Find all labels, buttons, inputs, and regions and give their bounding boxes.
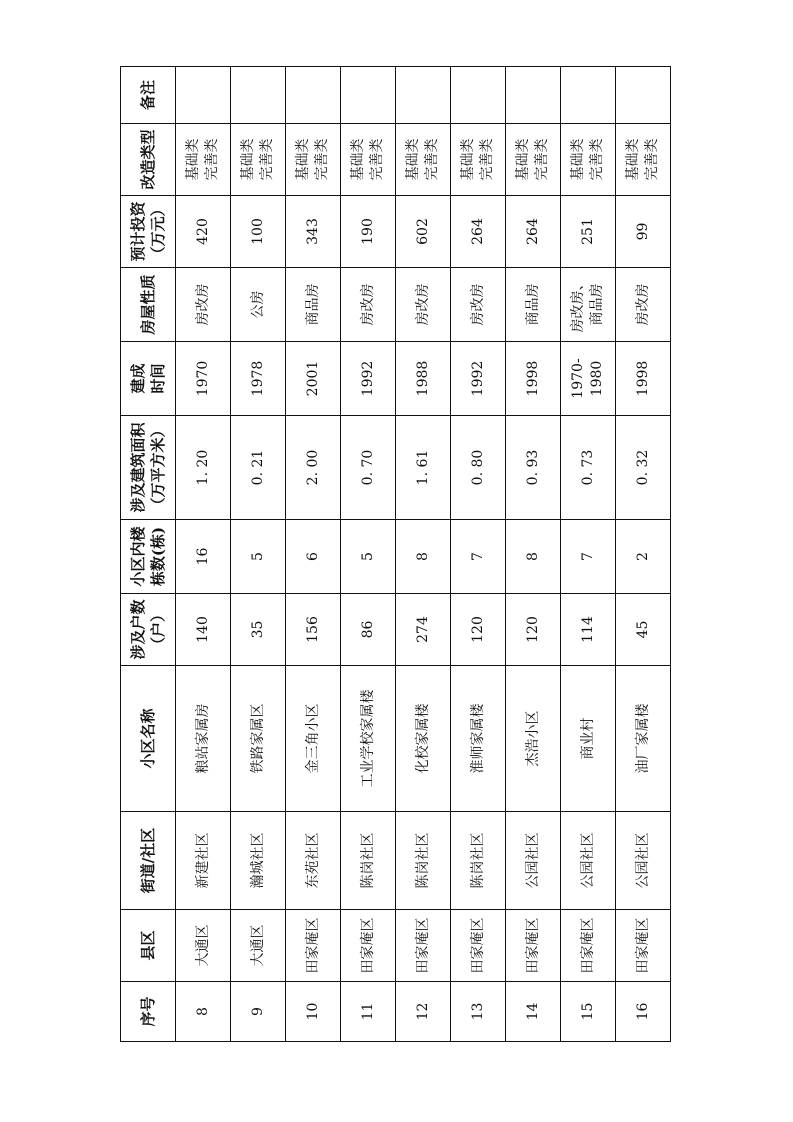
cell-nature-line1: 房改房 (634, 283, 651, 326)
cell-built: 2001 (286, 342, 341, 416)
cell-seq: 11 (341, 982, 396, 1042)
header-seq: 序号 (121, 982, 176, 1042)
header-invest-line1: 预计投资 (128, 201, 147, 262)
cell-area: 2. 00 (286, 416, 341, 520)
cell-seq: 15 (561, 982, 616, 1042)
cell-nature-line1: 公房 (249, 290, 266, 319)
cell-type (451, 124, 506, 196)
cell-households: 86 (341, 594, 396, 666)
cell-households: 140 (176, 594, 231, 666)
cell-area: 1. 20 (176, 416, 231, 520)
cell-type-line2: 完善类 (644, 138, 660, 181)
cell-county: 大通区 (176, 910, 231, 982)
cell-buildings: 16 (176, 520, 231, 594)
cell-type-line2: 完善类 (479, 138, 495, 181)
cell-built: 1992 (341, 342, 396, 416)
table-row (176, 67, 231, 1042)
cell-type (286, 124, 341, 196)
cell-street: 瀚城社区 (231, 812, 286, 910)
cell-area: 0. 73 (561, 416, 616, 520)
cell-area: 0. 70 (341, 416, 396, 520)
cell-type-line2: 完善类 (259, 138, 275, 181)
cell-type-line1: 基础类 (350, 138, 367, 181)
header-buildings-line1: 小区内楼 (128, 526, 147, 587)
cell-invest: 99 (616, 196, 671, 268)
header-buildings (121, 520, 176, 594)
cell-type-line1: 基础类 (405, 138, 422, 181)
cell-seq: 9 (231, 982, 286, 1042)
cell-built: 1978 (231, 342, 286, 416)
header-invest (121, 196, 176, 268)
cell-buildings: 7 (561, 520, 616, 594)
cell-type-line1: 基础类 (570, 138, 587, 181)
cell-note (396, 67, 451, 124)
cell-nature (286, 268, 341, 342)
cell-street: 公园社区 (506, 812, 561, 910)
cell-county: 田家庵区 (616, 910, 671, 982)
cell-type (506, 124, 561, 196)
cell-nature-line1: 房改房 (469, 283, 486, 326)
cell-seq: 14 (506, 982, 561, 1042)
cell-type (561, 124, 616, 196)
cell-note (616, 67, 671, 124)
cell-invest: 602 (396, 196, 451, 268)
cell-nature (561, 268, 616, 342)
cell-type-line1: 基础类 (240, 138, 257, 181)
cell-built: 1970-1980 (561, 342, 616, 416)
cell-type-line2: 完善类 (589, 138, 605, 181)
cell-invest: 420 (176, 196, 231, 268)
cell-note (341, 67, 396, 124)
cell-type-line1: 基础类 (295, 138, 312, 181)
cell-county: 田家庵区 (341, 910, 396, 982)
cell-nature-line1: 房改房、 (570, 276, 587, 333)
cell-county: 田家庵区 (286, 910, 341, 982)
header-households (121, 594, 176, 666)
cell-street: 新建社区 (176, 812, 231, 910)
header-households-line1: 涉及户数 (128, 599, 147, 660)
cell-street: 陈岗社区 (396, 812, 451, 910)
cell-households: 114 (561, 594, 616, 666)
header-type: 改造类型 (121, 124, 176, 196)
cell-nature-line1: 房改房 (359, 283, 376, 326)
cell-households: 274 (396, 594, 451, 666)
cell-type-line1: 基础类 (515, 138, 532, 181)
cell-buildings: 7 (451, 520, 506, 594)
cell-built: 1970 (176, 342, 231, 416)
cell-area: 0. 80 (451, 416, 506, 520)
cell-nature (506, 268, 561, 342)
header-note: 备注 (121, 67, 176, 124)
cell-note (176, 67, 231, 124)
cell-type (231, 124, 286, 196)
table-row (561, 67, 616, 1042)
header-area (121, 416, 176, 520)
cell-households: 35 (231, 594, 286, 666)
cell-area: 0. 93 (506, 416, 561, 520)
cell-note (506, 67, 561, 124)
cell-nature (176, 268, 231, 342)
cell-nature-line1: 商品房 (304, 283, 321, 326)
cell-seq: 16 (616, 982, 671, 1042)
cell-type-line2: 完善类 (424, 138, 440, 181)
cell-area: 0. 32 (616, 416, 671, 520)
cell-name: 油厂家属楼 (616, 666, 671, 812)
cell-street: 陈岗社区 (341, 812, 396, 910)
cell-seq: 13 (451, 982, 506, 1042)
cell-invest: 190 (341, 196, 396, 268)
cell-invest: 264 (451, 196, 506, 268)
table-row (451, 67, 506, 1042)
cell-built: 1998 (616, 342, 671, 416)
cell-note (561, 67, 616, 124)
table-row (506, 67, 561, 1042)
cell-invest: 251 (561, 196, 616, 268)
cell-households: 120 (506, 594, 561, 666)
table-row (341, 67, 396, 1042)
header-street: 街道/社区 (121, 812, 176, 910)
table-row (231, 67, 286, 1042)
cell-note (231, 67, 286, 124)
cell-households: 156 (286, 594, 341, 666)
table-row (396, 67, 451, 1042)
cell-nature-line1: 房改房 (414, 283, 431, 326)
cell-households: 45 (616, 594, 671, 666)
cell-name: 金三角小区 (286, 666, 341, 812)
table-row (616, 67, 671, 1042)
cell-county: 大通区 (231, 910, 286, 982)
table-header-row (121, 67, 176, 1042)
cell-street: 陈岗社区 (451, 812, 506, 910)
cell-type (341, 124, 396, 196)
header-built (121, 342, 176, 416)
header-invest-line2: （万元） (149, 201, 167, 262)
cell-county: 田家庵区 (561, 910, 616, 982)
cell-name: 粮站家属房 (176, 666, 231, 812)
cell-nature-line2: 商品房 (589, 283, 605, 326)
cell-type-line2: 完善类 (369, 138, 385, 181)
rotated-table-wrapper (120, 67, 670, 1042)
cell-nature (396, 268, 451, 342)
cell-built: 1992 (451, 342, 506, 416)
cell-type-line2: 完善类 (314, 138, 330, 181)
cell-nature-line1: 房改房 (194, 283, 211, 326)
cell-name: 淮师家属楼 (451, 666, 506, 812)
cell-type (176, 124, 231, 196)
cell-area: 0. 21 (231, 416, 286, 520)
renovation-table (120, 66, 671, 1042)
cell-buildings: 5 (231, 520, 286, 594)
header-name: 小区名称 (121, 666, 176, 812)
cell-nature (341, 268, 396, 342)
cell-seq: 10 (286, 982, 341, 1042)
cell-invest: 264 (506, 196, 561, 268)
cell-name: 化校家属楼 (396, 666, 451, 812)
header-buildings-line2: 栋数(栋) (149, 526, 167, 587)
cell-note (286, 67, 341, 124)
table-row (286, 67, 341, 1042)
cell-nature (616, 268, 671, 342)
cell-built: 1998 (506, 342, 561, 416)
cell-type-line1: 基础类 (625, 138, 642, 181)
cell-area: 1. 61 (396, 416, 451, 520)
cell-type (396, 124, 451, 196)
header-nature: 房屋性质 (121, 268, 176, 342)
cell-type-line2: 完善类 (204, 138, 220, 181)
cell-built: 1988 (396, 342, 451, 416)
cell-street: 公园社区 (561, 812, 616, 910)
cell-buildings: 2 (616, 520, 671, 594)
cell-seq: 8 (176, 982, 231, 1042)
cell-nature (451, 268, 506, 342)
cell-nature-line1: 商品房 (524, 283, 541, 326)
cell-county: 田家庵区 (451, 910, 506, 982)
header-area-line1: 涉及建筑面积 (128, 422, 147, 513)
cell-households: 120 (451, 594, 506, 666)
cell-seq: 12 (396, 982, 451, 1042)
cell-note (451, 67, 506, 124)
cell-name: 杰浩小区 (506, 666, 561, 812)
cell-buildings: 8 (506, 520, 561, 594)
cell-name: 工业学校家属楼 (341, 666, 396, 812)
cell-type-line1: 基础类 (460, 138, 477, 181)
header-households-line2: （户） (149, 607, 167, 653)
cell-invest: 343 (286, 196, 341, 268)
header-built-line1: 建成 (128, 363, 147, 394)
cell-type-line2: 完善类 (534, 138, 550, 181)
header-area-line2: （万平方米） (149, 422, 167, 513)
cell-name: 商业村 (561, 666, 616, 812)
cell-street: 东苑社区 (286, 812, 341, 910)
cell-type (616, 124, 671, 196)
cell-buildings: 8 (396, 520, 451, 594)
header-county: 县区 (121, 910, 176, 982)
cell-buildings: 5 (341, 520, 396, 594)
cell-invest: 100 (231, 196, 286, 268)
cell-street: 公园社区 (616, 812, 671, 910)
header-built-line2: 时间 (149, 363, 167, 394)
cell-county: 田家庵区 (396, 910, 451, 982)
cell-type-line1: 基础类 (185, 138, 202, 181)
cell-nature (231, 268, 286, 342)
cell-buildings: 6 (286, 520, 341, 594)
cell-name: 铁路家属区 (231, 666, 286, 812)
cell-county: 田家庵区 (506, 910, 561, 982)
